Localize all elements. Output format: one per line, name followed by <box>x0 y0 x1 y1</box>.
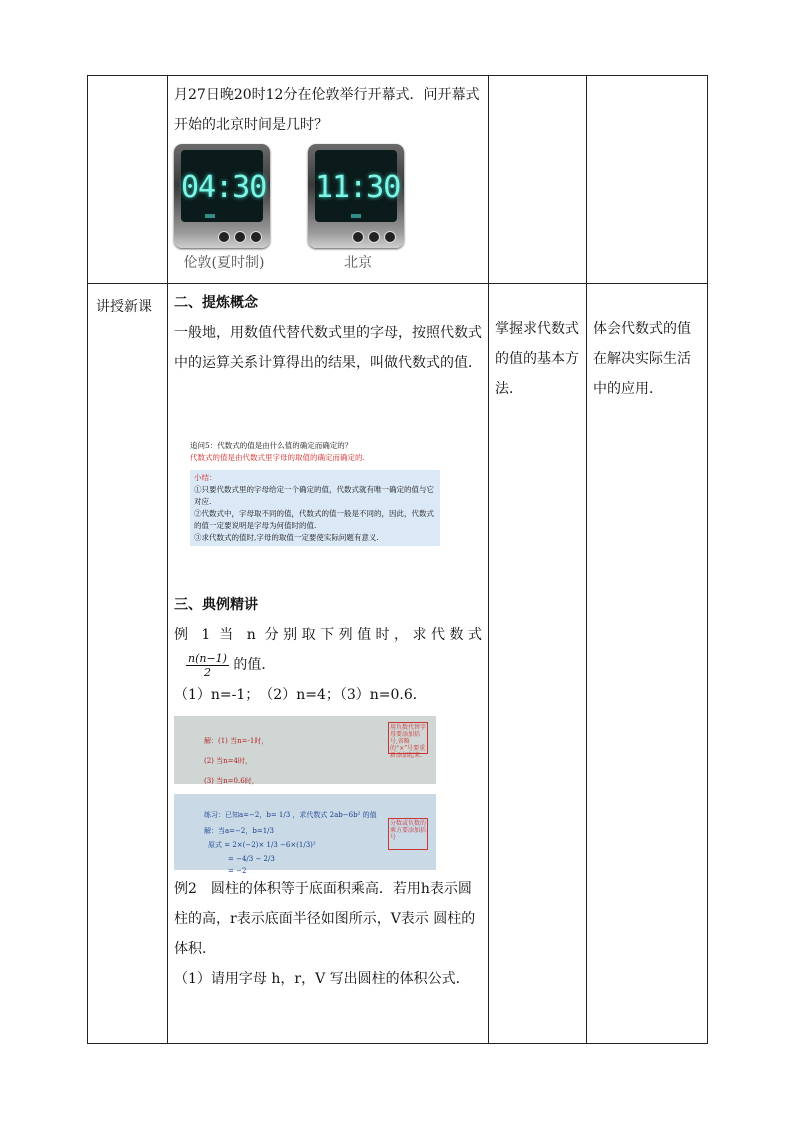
example1-intro: 例 1 当 n 分别取下列值时，求代数式 <box>174 627 482 643</box>
fraction-numerator: n(n−1) <box>188 651 227 665</box>
photo-line: (3) 当n=0.6时， <box>204 777 259 785</box>
photo-line: (2) 当n=4时， <box>204 757 252 765</box>
example1-cases: （1）n=-1； （2）n=4；（3）n=0.6． <box>174 687 427 703</box>
summary-box <box>190 470 440 546</box>
clock-images <box>174 144 482 272</box>
fraction-denominator: 2 <box>203 665 211 679</box>
intent-cell-empty <box>587 76 708 284</box>
concept-text: 一般地，用数值代替代数式里的字母，按照代数式中的运算关系计算得出的结果，叫做代数式的值． <box>174 325 482 371</box>
intent-text: 体会代数式的值在解决实际生活中的应用． <box>593 321 691 397</box>
goal-text: 掌握求代数式的值的基本方法． <box>495 321 579 397</box>
slide-question: 追问5：代数式的值是由什么值的确定而确定的？ <box>190 441 353 450</box>
summary-point: ②代数式中，字母取不同的值，代数式的值一般是不同的，因此，代数式的值一定要说明是字母为何值时的值. <box>194 509 434 530</box>
intent-cell <box>587 284 708 1044</box>
clock-time: 04:30 <box>181 170 267 205</box>
photo-line: 练习：已知a=−2，b= 1/3 ，求代数式 2ab−6b² 的值 <box>204 811 377 819</box>
example1-suffix: 的值． <box>233 657 276 673</box>
slide-screenshot <box>190 440 440 546</box>
fraction <box>186 652 229 679</box>
summary-point: ③求代数式的值时,字母的取值一定要使实际问题有意义. <box>194 533 379 542</box>
exercise-photo <box>174 794 436 875</box>
photo-note: 分数或负数的乘方要添加括号 <box>388 818 428 850</box>
london-clock <box>174 144 274 272</box>
section-title: 二、提炼概念 <box>174 295 258 311</box>
beijing-clock <box>308 144 408 272</box>
stage-cell <box>88 284 168 1044</box>
table-row <box>88 76 708 284</box>
photo-line: 解：(1) 当n=-1时， <box>204 737 269 745</box>
photo-note: 用负数代替字母要添加括号,省略的“×”号要重新添加起来. <box>390 724 427 759</box>
example1-expression <box>174 650 482 680</box>
photo-line: = −2 <box>228 867 247 875</box>
example2-text: 例2 圆柱的体积等于底面积乘高．若用h表示圆柱的高，r表示底面半径如图所示，V表示 圆柱的体积． <box>174 881 476 957</box>
clock-label: 北京 <box>344 255 372 271</box>
content-cell <box>168 284 489 1044</box>
table-row <box>88 284 708 1044</box>
stage-label: 讲授新课 <box>96 299 152 315</box>
summary-point: ①只要代数式里的字母给定一个确定的值，代数式就有唯一确定的值与它对应. <box>194 485 434 506</box>
solution-photo <box>174 716 436 784</box>
photo-line: 解：当a=−2，b=1/3 <box>204 827 274 835</box>
goal-cell <box>489 284 587 1044</box>
summary-title: 小结： <box>194 473 217 482</box>
photo-line: = −4/3 − 2/3 <box>228 855 275 863</box>
clock-label: 伦敦(夏时制) <box>183 255 265 271</box>
goal-cell-empty <box>489 76 587 284</box>
lesson-plan-table <box>87 75 708 1044</box>
photo-line: 原式 = 2×(−2)× 1/3 −6×(1/3)² <box>208 841 316 849</box>
section-title: 三、典例精讲 <box>174 597 258 613</box>
stage-cell-empty <box>88 76 168 284</box>
clock-time: 11:30 <box>315 170 401 205</box>
problem-text: 月27日晚20时12分在伦敦举行开幕式．问开幕式开始的北京时间是几时？ <box>174 87 480 133</box>
slide-answer: 代数式的值是由代数式里字母的取值的确定而确定的. <box>190 453 365 462</box>
content-cell <box>168 76 489 284</box>
example2-question: （1）请用字母 h，r，V 写出圆柱的体积公式． <box>174 971 470 987</box>
